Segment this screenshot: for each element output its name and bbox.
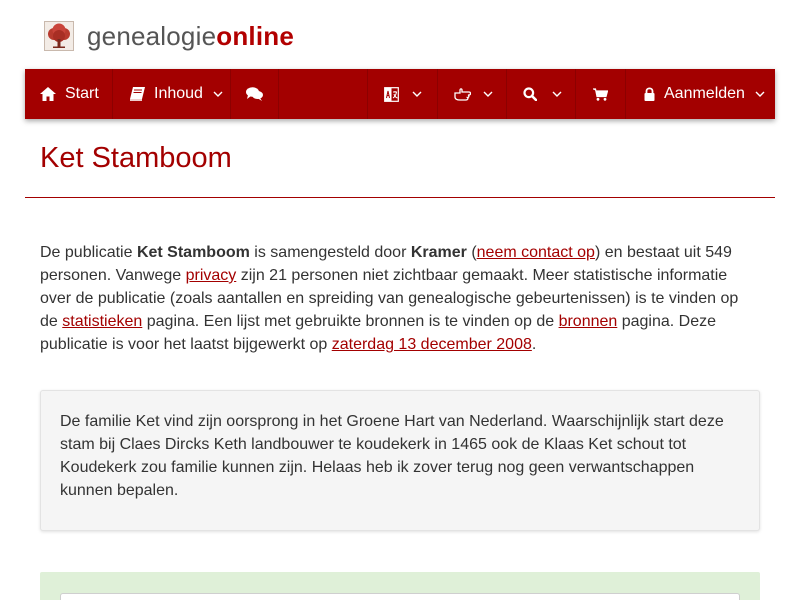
- nav-language[interactable]: [368, 69, 438, 119]
- site-logo-text[interactable]: [87, 21, 294, 52]
- privacy-link[interactable]: privacy: [185, 267, 237, 284]
- main-navbar: [25, 69, 775, 119]
- nav-hand[interactable]: [438, 69, 507, 119]
- tree-logo-icon[interactable]: [44, 21, 74, 51]
- logo-part-genealogie: genealogie: [87, 20, 217, 51]
- title-divider: [25, 197, 775, 198]
- search-field[interactable]: [60, 593, 740, 600]
- nav-login-label: Aanmelden: [664, 85, 745, 102]
- book-icon: [129, 87, 145, 101]
- nav-login[interactable]: [626, 69, 775, 119]
- intro-text: .: [531, 336, 537, 353]
- nav-inhoud[interactable]: [113, 69, 231, 119]
- nav-cart[interactable]: [576, 69, 626, 119]
- nav-spacer: [279, 69, 368, 119]
- nav-chat[interactable]: [231, 69, 279, 119]
- statistics-link[interactable]: statistieken: [62, 313, 143, 330]
- intro-text: pagina. Deze publicatie is voor het laatst bijgewerkt op: [40, 313, 717, 353]
- intro-text: pagina. Een lijst met gebruikte bronnen is te vinden op de: [142, 313, 559, 330]
- nav-start[interactable]: [25, 69, 113, 119]
- search-icon: [523, 87, 537, 101]
- family-description: De familie Ket vind zijn oorsprong in het Groene Hart van Nederland. Waarschijnlijk start deze stam bij Claes Dircks Keth landbouwer te koudekerk in 1465 ook de Klaas Ket schout tot Koudekerk zou familie kunnen zijn. Helaas heb ik zover terug nog geen verwantschappen kunnen bepalen.: [60, 413, 724, 499]
- intro-text: ) en bestaat uit 549 personen. Vanwege: [40, 244, 732, 284]
- nav-start-label: Start: [65, 85, 99, 102]
- chevron-down-icon: [755, 91, 765, 97]
- page-title: Ket Stamboom: [40, 142, 232, 174]
- intro-text: De publicatie: [40, 244, 137, 261]
- nav-search[interactable]: [507, 69, 576, 119]
- chevron-down-icon: [412, 91, 422, 97]
- hand-point-icon: [454, 88, 471, 101]
- description-panel: [40, 390, 760, 531]
- shopping-cart-icon: [593, 88, 608, 101]
- intro-text: is samengesteld door: [249, 244, 411, 261]
- logo-part-online: online: [216, 20, 294, 51]
- publication-intro: [40, 241, 760, 356]
- intro-text: (: [466, 244, 477, 261]
- chevron-down-icon: [213, 91, 223, 97]
- nav-inhoud-label: Inhoud: [154, 85, 203, 102]
- author-name: Kramer: [410, 244, 467, 261]
- lock-icon: [644, 87, 655, 101]
- intro-text: zijn 21 personen niet zichtbaar gemaakt. Meer statistische informatie over de publicatie (zoals aantallen en spreiding van genealogische gebeurtenissen) is te vinden op de: [40, 267, 739, 330]
- last-updated-link[interactable]: zaterdag 13 december 2008: [331, 336, 532, 353]
- site-header: [44, 18, 294, 54]
- chevron-down-icon: [483, 91, 493, 97]
- search-panel: [40, 572, 760, 600]
- language-icon: [384, 87, 399, 102]
- comments-icon: [246, 87, 263, 101]
- home-icon: [40, 87, 56, 101]
- publication-name: Ket Stamboom: [136, 244, 250, 261]
- chevron-down-icon: [552, 91, 562, 97]
- contact-link[interactable]: neem contact op: [476, 244, 595, 261]
- sources-link[interactable]: bronnen: [558, 313, 618, 330]
